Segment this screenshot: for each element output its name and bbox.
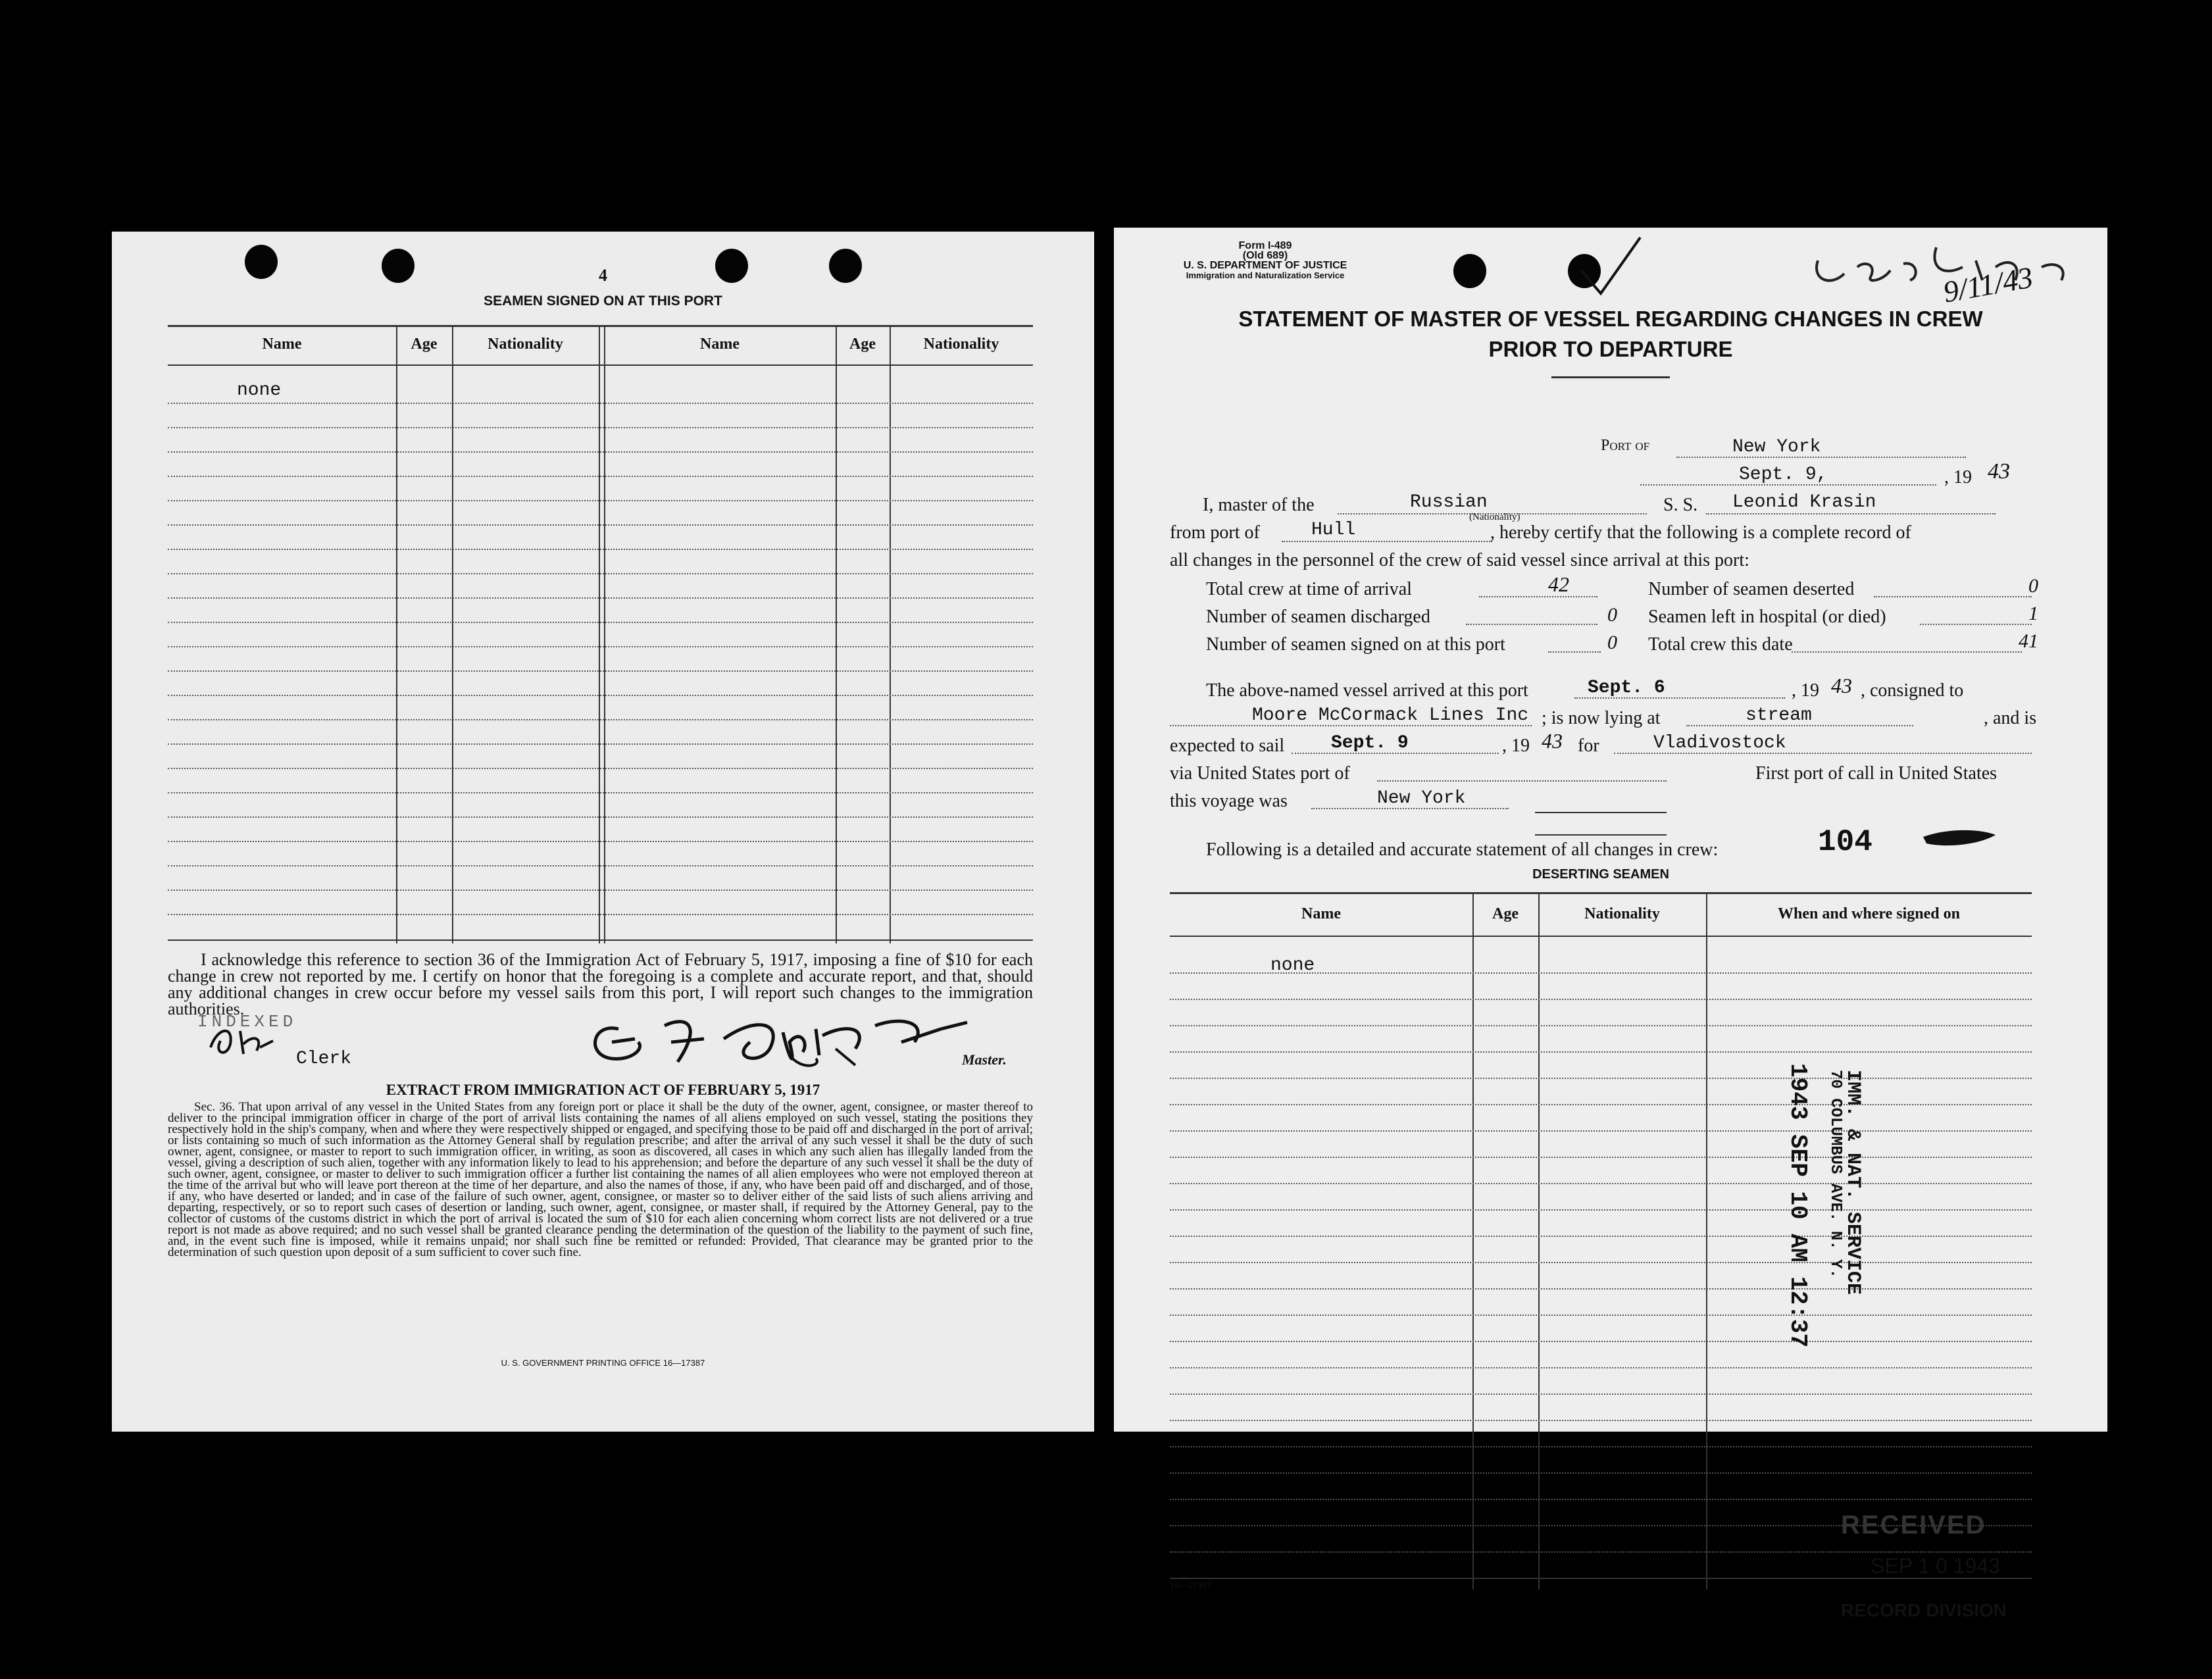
consignee: Moore McCormack Lines Inc: [1252, 705, 1529, 726]
stat-label: Total crew at time of arrival: [1206, 579, 1412, 599]
column-header: Age: [849, 336, 876, 353]
statement-date: Sept. 9,: [1739, 464, 1828, 485]
ship-name: Leonid Krasin: [1732, 492, 1876, 513]
arrived-year-prefix: , 19: [1792, 680, 1819, 701]
stat-label: Number of seamen discharged: [1206, 607, 1430, 627]
clerk-initials-signature: [204, 1021, 283, 1061]
received-date-stamp: SEP 1 0 1943: [1871, 1554, 2000, 1578]
port-of-label: Port of: [1601, 437, 1650, 454]
stat-value: 0: [1607, 632, 1617, 653]
right-page: [1114, 228, 2107, 1620]
left-page: [112, 232, 1094, 1432]
column-header: Age: [411, 336, 438, 353]
column-header: Nationality: [923, 336, 999, 353]
form-old-number: (Old 689): [1242, 250, 1288, 261]
via-port-label: via United States port of: [1170, 763, 1350, 784]
destination: Vladivostock: [1653, 733, 1786, 753]
deserting-seamen-title: DESERTING SEAMEN: [1532, 867, 1669, 882]
master-of-the-label: I, master of the: [1203, 495, 1315, 515]
handwritten-date: 9/11/43: [1940, 260, 2036, 309]
expected-year: 43: [1542, 729, 1563, 753]
stat-value: 0: [2028, 575, 2038, 597]
for-label: for: [1578, 736, 1599, 756]
record-division-stamp: RECORD DIVISION: [1841, 1600, 2007, 1620]
punch-hole: [1453, 254, 1486, 288]
stat-label: Number of seamen deserted: [1648, 579, 1855, 599]
year-prefix: , 19: [1944, 467, 1972, 488]
form-title-line-1: STATEMENT OF MASTER OF VESSEL REGARDING CHANGES IN CREW: [1238, 307, 1983, 331]
first-port-value: New York: [1377, 788, 1466, 809]
expected-sail-date: Sept. 9: [1331, 733, 1409, 753]
stamp-service: IMM. & NAT. SERVICE: [1842, 1070, 1864, 1295]
stamp-address: 70 COLUMBUS AVE. N. Y.: [1826, 1070, 1844, 1278]
clerk-label: Clerk: [296, 1049, 352, 1069]
port-of-value: New York: [1732, 437, 1821, 457]
column-header: Age: [1492, 905, 1519, 922]
received-stamp: RECEIVED: [1841, 1511, 1986, 1540]
ss-label: S. S.: [1663, 495, 1698, 515]
printer-footer: U. S. GOVERNMENT PRINTING OFFICE 16—17387: [501, 1358, 705, 1368]
stat-value: 42: [1548, 572, 1569, 596]
stat-value: 0: [1607, 604, 1617, 626]
stamp-number: 104: [1818, 825, 1873, 859]
department-name: U. S. DEPARTMENT OF JUSTICE: [1183, 260, 1347, 271]
column-header: Nationality: [488, 336, 563, 353]
stat-label: Total crew this date: [1648, 634, 1793, 655]
footer-code: 16—17387: [1170, 1580, 1212, 1590]
master-label: Master.: [962, 1051, 1007, 1068]
column-header: Name: [262, 336, 302, 353]
lying-at-label: ; is now lying at: [1542, 708, 1661, 728]
column-header: Nationality: [1584, 905, 1660, 922]
stat-value: 1: [2028, 603, 2038, 624]
indexed-stamp: INDEXED: [197, 1012, 297, 1032]
form-title-line-2: PRIOR TO DEPARTURE: [1488, 337, 1733, 361]
section-title: SEAMEN SIGNED ON AT THIS PORT: [484, 293, 722, 309]
arrived-label: The above-named vessel arrived at this port: [1206, 680, 1528, 701]
expected-sail-label: expected to sail: [1170, 736, 1285, 756]
nationality-caption: (Nationality): [1469, 512, 1521, 522]
form-number: Form I-489: [1238, 240, 1292, 251]
column-header: When and where signed on: [1778, 905, 1960, 922]
following-text: Following is a detailed and accurate statement of all changes in crew:: [1206, 840, 1719, 860]
lying-at-value: stream: [1746, 705, 1812, 726]
service-name: Immigration and Naturalization Service: [1186, 270, 1345, 280]
nationality-value: Russian: [1410, 492, 1488, 513]
stamp-time: 1943 SEP 10 AM 12:37: [1784, 1063, 1811, 1348]
arrived-date: Sept. 6: [1588, 678, 1665, 698]
first-port-label: First port of call in United States: [1755, 763, 1998, 784]
stat-label: Seamen left in hospital (or died): [1648, 607, 1886, 627]
certify-text: , hereby certify that the following is a complete record of: [1490, 522, 1911, 543]
arrived-year: 43: [1831, 674, 1852, 697]
stat-value: 41: [2019, 630, 2038, 652]
certify-text-2: all changes in the personnel of the crew of said vessel since arrival at this port:: [1170, 550, 1749, 570]
table-entry: none: [1270, 955, 1315, 976]
statement-year: 43: [1988, 459, 2010, 484]
section-36-text: Sec. 36. That upon arrival of any vessel in the United States from any foreign port or place it shall be the duty of the owner, agent, consignee, or master thereof to deliver to the principal immigration officer in charge of the port of arrival lists containing the names of all aliens employed on such vessel, stating the positions they respectively hold in the ship's company, when and where they were respectively shipped or engaged, and specifying those to be paid off and discharged in the port of arrival; or lists containing so much of such information as the Attorney General shall by regulation prescribe; and after the arrival of any such vessel it shall be the duty of such owner, agent, consignee, or master to report to such immigration officer, in writing, as soon as discovered, all cases in which any such alien has illegally landed from the vessel, giving a description of such alien, together with any information likely to lead to his apprehension; and before the departure of any such vessel it shall be the duty of such owner, agent, consignee, or master to deliver to such immigration officer a further list containing the names of all alien employees who were not employed thereon at the time of the arrival but who will leave port thereon at the time of her departure, and also the names of those, if any, who have been paid off and discharged, and of those, if any, who have deserted or landed; and in case of the failure of such owner, agent, consignee, or master so to deliver either of the said lists of such aliens arriving and departing, respectively, or so to report such cases of desertion or landing, such owner, agent, consignee, or master shall, if required by the Attorney General, pay to the collector of customs of the customs district in which the port of arrival is located the sum of $10 for each alien concerning whom correct lists are not delivered or a true report is not made as above required; and no such vessel shall be granted clearance pending the determination of the question of the liability to the payment of such fine, and, in the event such fine is imposed, while it remains unpaid; nor shall such fine be remitted or refunded: Provided, That clearance may be granted prior to the determination of such question upon deposit of a sum sufficient to cover such fine.: [168, 1100, 1033, 1259]
extract-title: EXTRACT FROM IMMIGRATION ACT OF FEBRUARY 5, 1917: [386, 1082, 820, 1098]
and-is-label: , and is: [1984, 708, 2037, 728]
this-voyage-label: this voyage was: [1170, 791, 1288, 811]
consigned-to-label: , consigned to: [1861, 680, 1964, 701]
master-signature: [572, 1003, 980, 1075]
expected-year-prefix: , 19: [1502, 736, 1530, 756]
column-header: Name: [1301, 905, 1341, 922]
redacted-mark: [1920, 825, 1999, 851]
column-header: Name: [700, 336, 740, 353]
page-number: 4: [599, 266, 607, 285]
acknowledgment-text: I acknowledge this reference to section 36 of the Immigration Act of February 5, 1917, imposing a fine of $10 for each change in crew not reported by me. I certify on honor that the foregoing is a complete and accurate report, and that, should any additional changes in crew occur before my vessel sails from this port, I will report such changes to the immigration authorities.: [168, 950, 1033, 1018]
from-port-label: from port of: [1170, 522, 1260, 543]
from-port-value: Hull: [1311, 520, 1356, 540]
stat-label: Number of seamen signed on at this port: [1206, 634, 1505, 655]
form-header: [1153, 241, 1377, 280]
check-mark: [1574, 234, 1647, 300]
table-entry: none: [237, 380, 282, 401]
